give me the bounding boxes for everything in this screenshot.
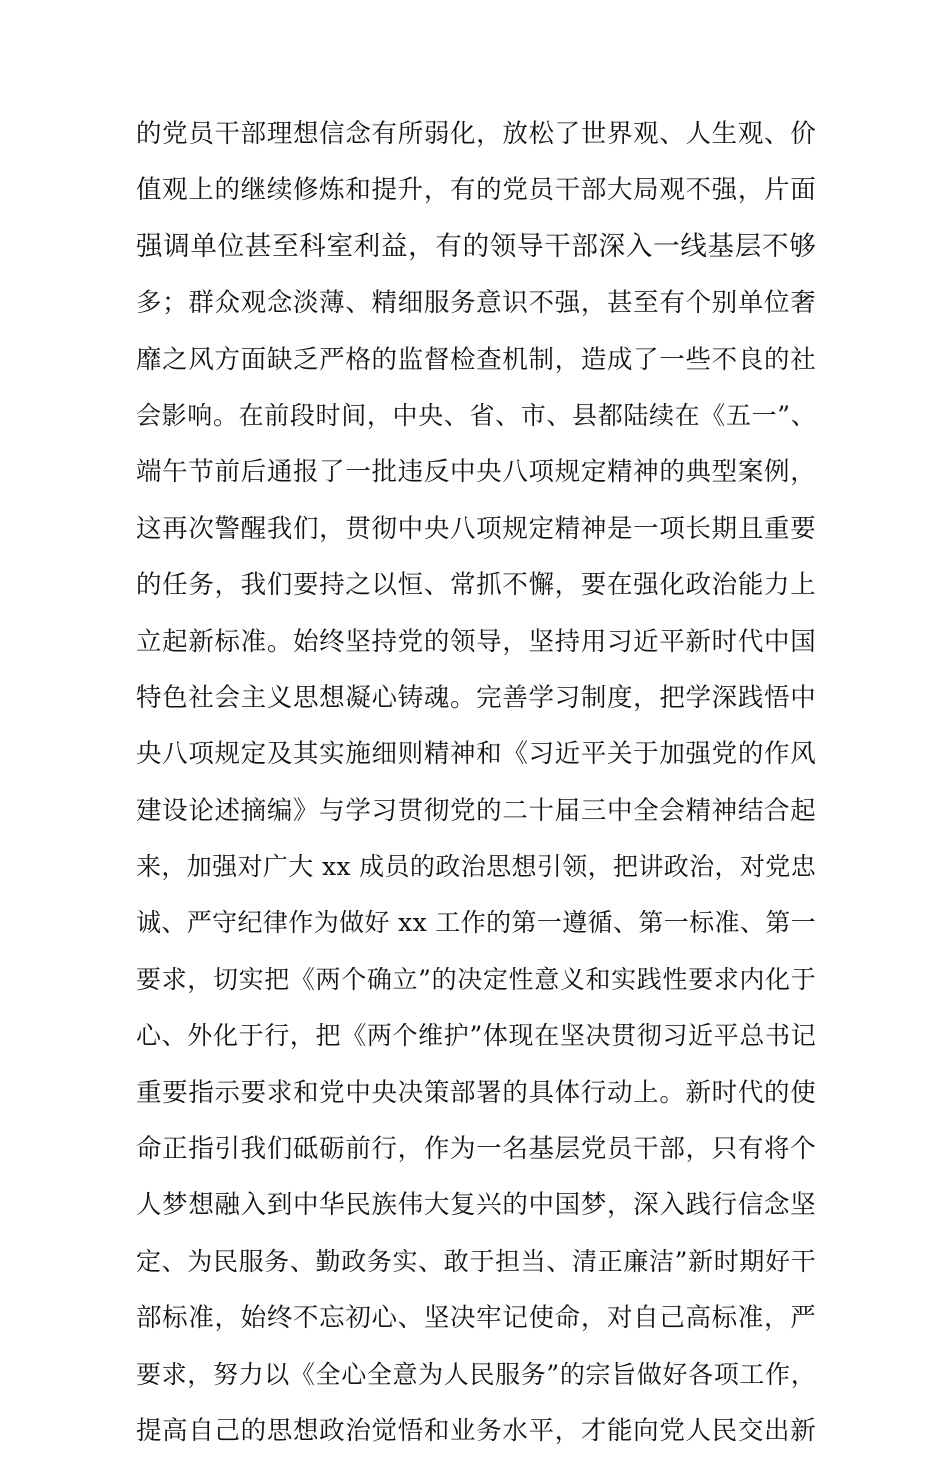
text-line: 特色社会主义思想凝心铸魂。完善学习制度，把学深践悟中 bbox=[136, 682, 816, 713]
body-paragraph bbox=[136, 106, 816, 1459]
text-line: 这再次警醒我们，贯彻中央八项规定精神是一项长期且重要 bbox=[136, 513, 816, 544]
text-line: 靡之风方面缺乏严格的监督检查机制，造成了一些不良的社 bbox=[136, 344, 816, 375]
text-line: 部标准，始终不忘初心、坚决牢记使命，对自己高标准，严 bbox=[136, 1303, 816, 1334]
text-line: 立起新标准。始终坚持党的领导，坚持用习近平新时代中国 bbox=[136, 626, 816, 657]
text-line: 会影响。在前段时间，中央、省、市、县都陆续在《五一”、 bbox=[136, 400, 816, 430]
text-line: 人梦想融入到中华民族伟大复兴的中国梦，深入践行信念坚 bbox=[136, 1190, 816, 1221]
text-line: 要求，切实把《两个确立”的决定性意义和实践性要求内化于 bbox=[136, 964, 816, 994]
text-line: 要求，努力以《全心全意为人民服务”的宗旨做好各项工作， bbox=[136, 1359, 816, 1389]
text-line: 重要指示要求和党中央决策部署的具体行动上。新时代的使 bbox=[136, 1077, 816, 1108]
text-line: 建设论述摘编》与学习贯彻党的二十届三中全会精神结合起 bbox=[136, 795, 816, 826]
text-line: 定、为民服务、勤政务实、敢于担当、清正廉洁”新时期好干 bbox=[136, 1246, 816, 1276]
text-line: 央八项规定及其实施细则精神和《习近平关于加强党的作风 bbox=[136, 739, 816, 770]
text-line: 提高自己的思想政治觉悟和业务水平，才能向党人民交出新 bbox=[136, 1415, 816, 1446]
text-line: 诚、严守纪律作为做好 xx 工作的第一遵循、第一标准、第一 bbox=[136, 908, 816, 938]
text-line: 值观上的继续修炼和提升，有的党员干部大局观不强，片面 bbox=[136, 175, 816, 206]
text-line: 多；群众观念淡薄、精细服务意识不强，甚至有个别单位奢 bbox=[136, 288, 816, 319]
text-line: 强调单位甚至科室利益，有的领导干部深入一线基层不够 bbox=[136, 230, 816, 262]
text-line: 端午节前后通报了一批违反中央八项规定精神的典型案例， bbox=[136, 457, 816, 488]
text-line: 的党员干部理想信念有所弱化，放松了世界观、人生观、价 bbox=[136, 119, 816, 149]
text-line: 的任务，我们要持之以恒、常抓不懈，要在强化政治能力上 bbox=[136, 570, 816, 601]
text-line: 命正指引我们砥砺前行，作为一名基层党员干部，只有将个 bbox=[136, 1134, 816, 1165]
text-line: 来，加强对广大 xx 成员的政治思想引领，把讲政治，对党忠 bbox=[136, 852, 816, 882]
text-line: 心、外化于行，把《两个维护”体现在坚决贯彻习近平总书记 bbox=[136, 1021, 816, 1051]
